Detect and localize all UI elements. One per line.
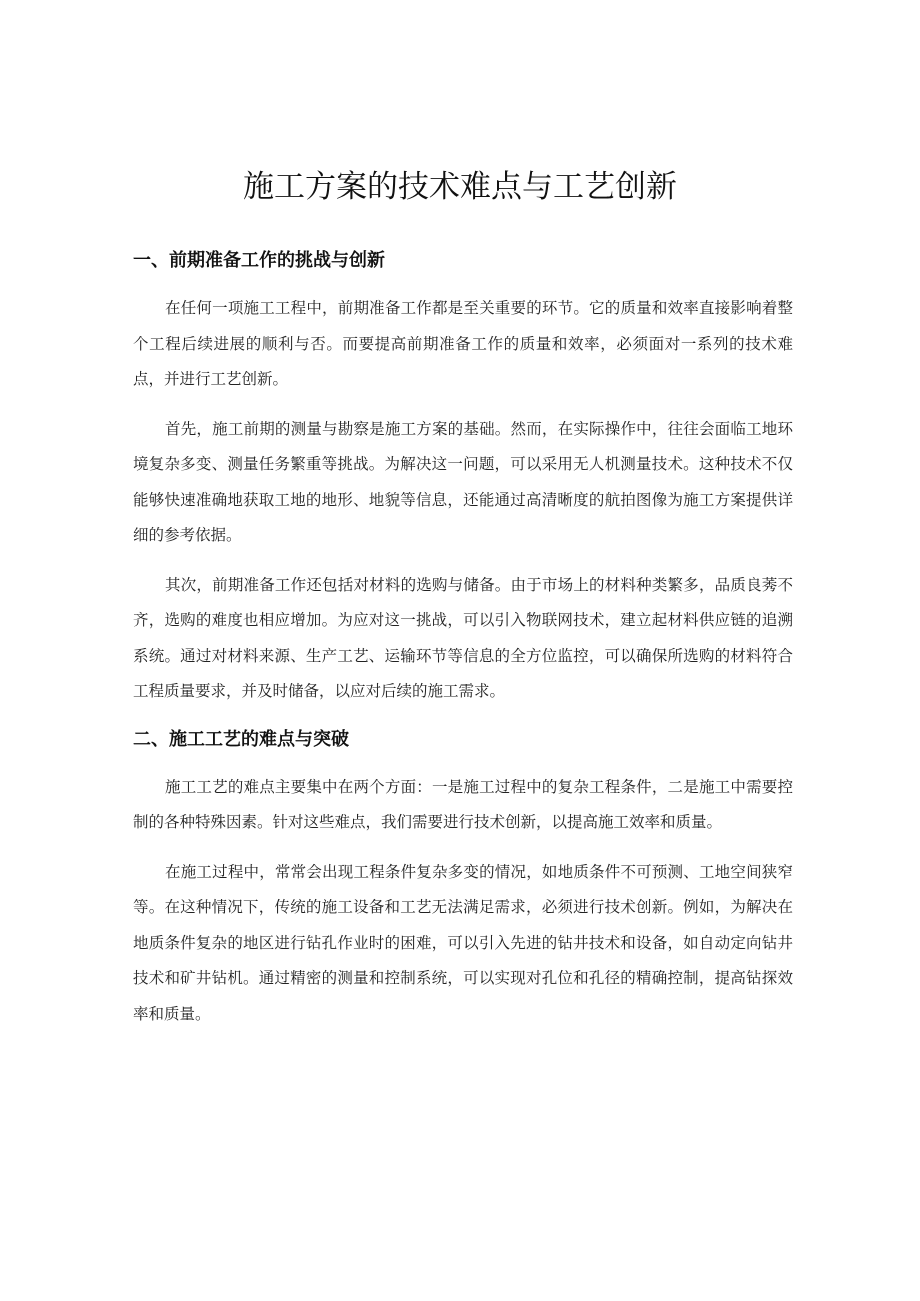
document-title: 施工方案的技术难点与工艺创新	[243, 169, 677, 205]
document-body	[133, 245, 793, 1046]
section-heading: 一、前期准备工作的挑战与创新	[133, 250, 385, 271]
section-heading: 二、施工工艺的难点与突破	[133, 728, 349, 750]
paragraph: 其次，前期准备工作还包括对材料的选购与储备。由于市场上的材料种类繁多，品质良莠不齐，选购的难度也相应增加。为应对这一挑战，可以引入物联网技术，建立起材料供应链的追溯系统。通过对材料来源、生产工艺、运输环节等信息的全方位监控，可以确保所选购的材料符合工程质量要求，并及时储备，以应对后续的施工需求。	[133, 575, 793, 700]
paragraph: 施工工艺的难点主要集中在两个方面：一是施工过程中的复杂工程条件，二是施工中需要控制的各种特殊因素。针对这些难点，我们需要进行技术创新，以提高施工效率和质量。	[133, 777, 793, 831]
section-construction-process	[133, 724, 793, 1033]
section-preparation	[133, 245, 793, 710]
paragraph: 首先，施工前期的测量与勘察是施工方案的基础。然而，在实际操作中，往往会面临工地环境复杂多变、测量任务繁重等挑战。为解决这一问题，可以采用无人机测量技术。这种技术不仅能够快速准确地获取工地的地形、地貌等信息，还能通过高清晰度的航拍图像为施工方案提供详细的参考依据。	[133, 419, 793, 544]
paragraph: 在施工过程中，常常会出现工程条件复杂多变的情况，如地质条件不可预测、工地空间狭窄等。在这种情况下，传统的施工设备和工艺无法满足需求，必须进行技术创新。例如，为解决在地质条件复杂的地区进行钻孔作业时的困难，可以引入先进的钻井技术和设备，如自动定向钻井技术和矿井钻机。通过精密的测量和控制系统，可以实现对孔位和孔径的精确控制，提高钻探效率和质量。	[133, 862, 793, 1023]
paragraph: 在任何一项施工工程中，前期准备工作都是至关重要的环节。它的质量和效率直接影响着整个工程后续进展的顺利与否。而要提高前期准备工作的质量和效率，必须面对一系列的技术难点，并进行工艺创新。	[133, 299, 793, 388]
